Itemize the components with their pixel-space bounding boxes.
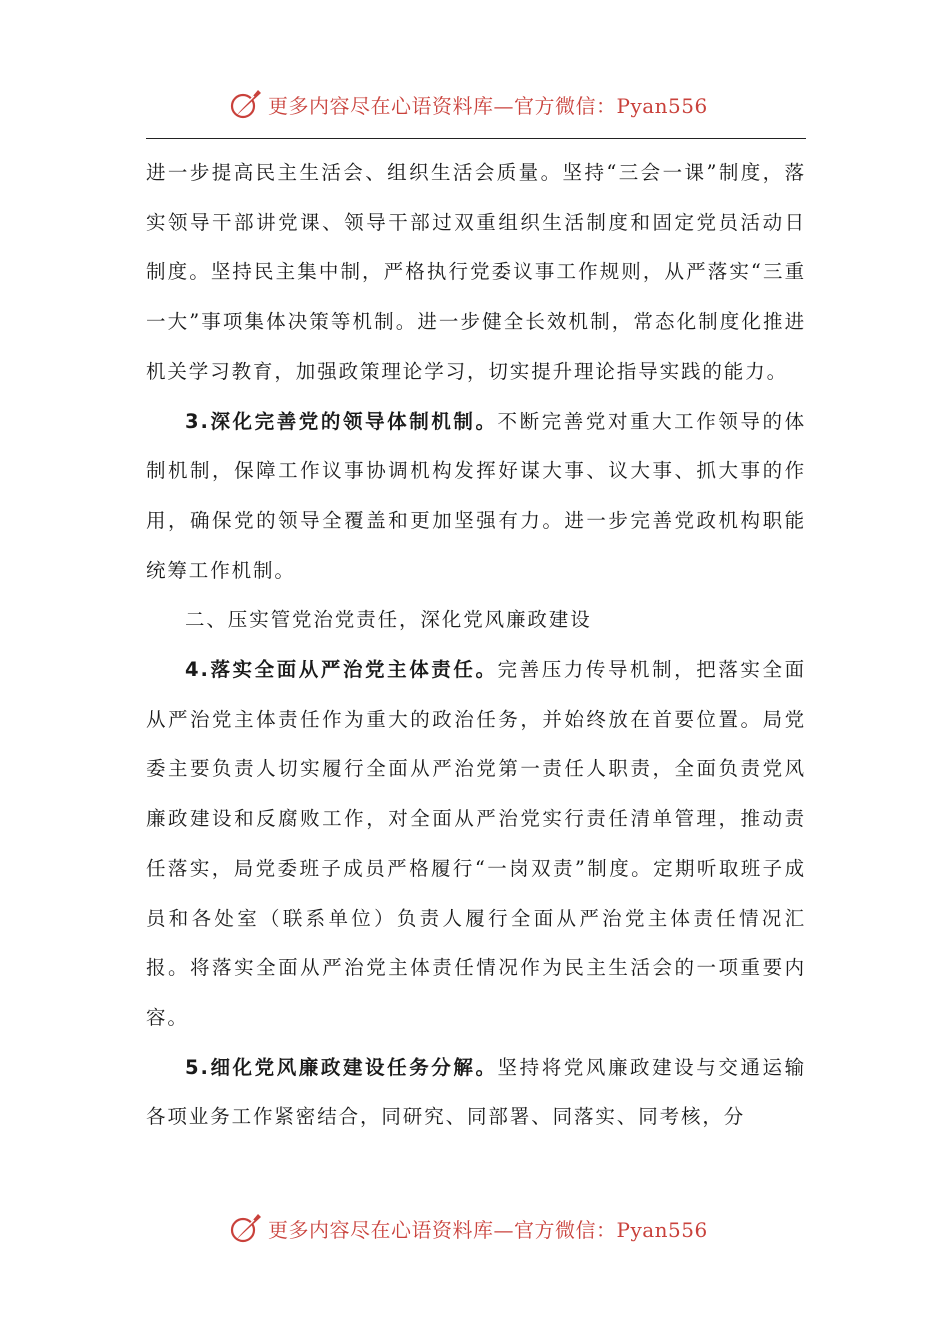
paragraph-5 [146, 1043, 806, 1142]
header-banner-text: 更多内容尽在心语资料库—官方微信：Pyan556 [268, 93, 708, 118]
paragraph-4 [146, 645, 806, 1043]
footer-brand [228, 1206, 708, 1250]
paragraph-1 [146, 148, 806, 397]
paragraph-4-text: 完善压力传导机制，把落实全面从严治党主体责任作为重大的政治任务，并始终放在首要位置。局党委主要负责人切实履行全面从严治党第一责任人职责，全面负责党风廉政建设和反腐败工作，对全面从严治党实行责任清单管理，推动责任落实，局党委班子成员严格履行“一岗双责”制度。定期听取班子成员和各处室（联系单位）负责人履行全面从严治党主体责任情况汇报。将落实全面从严治党主体责任情况作为民主生活会的一项重要内容。 [146, 658, 806, 1029]
paragraph-4-heading: 4.落实全面从严治党主体责任。 [185, 658, 498, 682]
footer-banner [0, 1206, 950, 1250]
paragraph-5-heading: 5.细化党风廉政建设任务分解。 [185, 1055, 498, 1079]
paragraph-2 [146, 397, 806, 596]
section-heading-text: 二、压实管党治党责任，深化党风廉政建设 [185, 608, 592, 632]
brand [228, 82, 708, 126]
quill-logo-icon [228, 86, 264, 122]
header-divider [146, 138, 806, 139]
quill-logo-icon [228, 1210, 264, 1246]
paragraph-1-text: 进一步提高民主生活会、组织生活会质量。坚持“三会一课”制度，落实领导干部讲党课、领导干部过双重组织生活制度和固定党员活动日制度。坚持民主集中制，严格执行党委议事工作规则，从严落实“三重一大”事项集体决策等机制。进一步健全长效机制，常态化制度化推进机关学习教育，加强政策理论学习，切实提升理论指导实践的能力。 [146, 161, 806, 383]
paragraph-2-text: 不断完善党对重大工作领导的体制机制，保障工作议事协调机构发挥好谋大事、议大事、抓大事的作用，确保党的领导全覆盖和更加坚强有力。进一步完善党政机构职能统筹工作机制。 [146, 409, 806, 582]
section-heading [146, 595, 806, 645]
footer-banner-text: 更多内容尽在心语资料库—官方微信：Pyan556 [268, 1217, 708, 1242]
paragraph-5-text: 坚持将党风廉政建设与交通运输各项业务工作紧密结合，同研究、同部署、同落实、同考核，分 [146, 1055, 806, 1129]
paragraph-2-heading: 3.深化完善党的领导体制机制。 [185, 409, 498, 433]
document-body [146, 148, 806, 1142]
header-banner [0, 82, 950, 126]
